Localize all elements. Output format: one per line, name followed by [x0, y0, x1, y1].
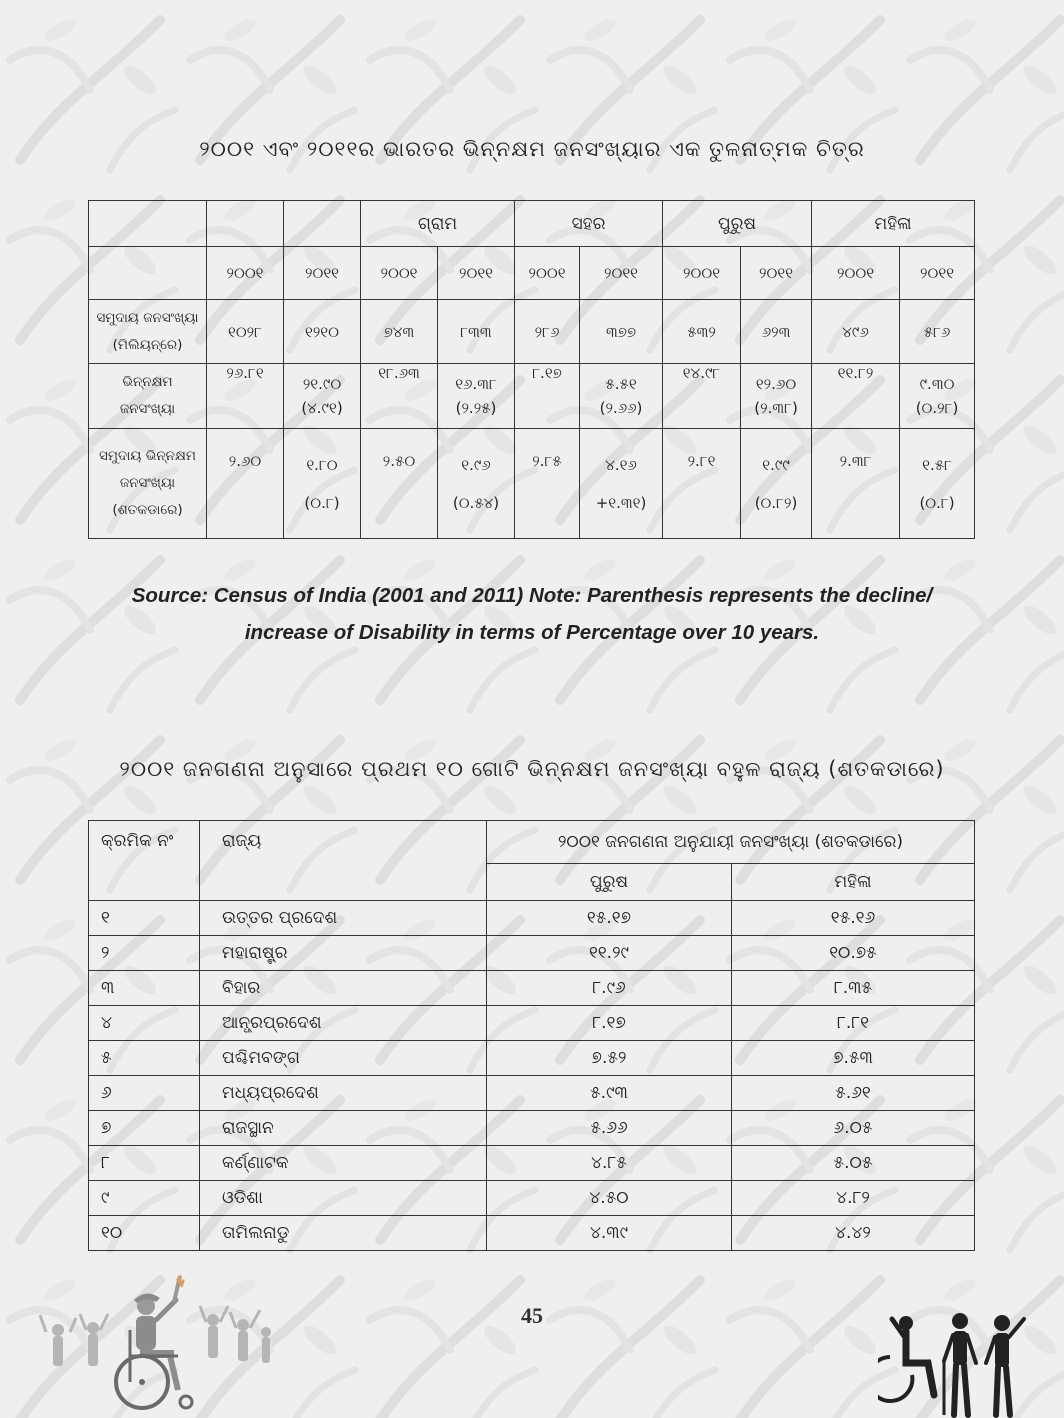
table-row [89, 971, 975, 1006]
male-cell: ୪.୫୦ [487, 1181, 732, 1216]
cell-value: ୧୧.୮୨ [837, 364, 874, 382]
table-cell [284, 429, 361, 539]
year-header: ୨୦୦୧ [515, 247, 580, 300]
table-row [89, 1076, 975, 1111]
disability-figures-icon [878, 1305, 1028, 1418]
row-label [89, 429, 207, 539]
serial-cell: ୭ [89, 1111, 200, 1146]
cell-change: +୧.୩୧) [595, 493, 647, 512]
male-cell: ୪.୩୯ [487, 1216, 732, 1251]
table-cell: ୬୨୩ [741, 300, 812, 364]
table-cell: ୭୪୩ [361, 300, 438, 364]
table-cell: ୧୨୧୦ [284, 300, 361, 364]
cell-value: ୯.୩୦ [919, 375, 955, 393]
header-blank [89, 201, 207, 247]
cell-value: ୧.୮୦ [306, 455, 338, 474]
female-cell: ୫.୬୧ [732, 1076, 975, 1111]
state-cell: କର୍ଣ୍ଣାଟକ [200, 1146, 487, 1181]
row-label [89, 364, 207, 429]
year-header: ୨୦୦୧ [361, 247, 438, 300]
serial-cell: ୮ [89, 1146, 200, 1181]
cell-value: ୧.୯୬ [461, 455, 491, 474]
header-blank [89, 247, 207, 300]
group-header-rural: ଗ୍ରାମ [361, 201, 515, 247]
header-state: ରାଜ୍ୟ [200, 821, 487, 901]
cell-value: ୧୮.୬୩ [378, 364, 420, 382]
header-blank [284, 201, 361, 247]
table-cell: ୫୮୬ [900, 300, 975, 364]
state-cell: ଆନ୍ଧ୍ରପ୍ରଦେଶ [200, 1006, 487, 1041]
year-header: ୨୦୦୧ [207, 247, 284, 300]
male-cell: ୫.୬୬ [487, 1111, 732, 1146]
serial-cell: ୯ [89, 1181, 200, 1216]
state-cell: ଓଡିଶା [200, 1181, 487, 1216]
table-cell: ୪୯୬ [812, 300, 900, 364]
group-header-female: ମହିଳା [812, 201, 975, 247]
cell-change: (୨.୨୫) [455, 399, 497, 417]
cell-change: (୦.୮) [304, 493, 340, 512]
header-population: ୨୦୦୧ ଜନଗଣନା ଅନୁଯାୟୀ ଜନସଂଖ୍ୟା (ଶତକଡାରେ) [487, 821, 975, 864]
state-cell: ପଶ୍ଚିମବଙ୍ଗ [200, 1041, 487, 1076]
cell-value: ୨.୮୫ [532, 451, 562, 470]
table-row [89, 1146, 975, 1181]
male-cell: ୫.୯୩ [487, 1076, 732, 1111]
year-header: ୨୦୧୧ [438, 247, 515, 300]
serial-cell: ୧ [89, 901, 200, 936]
row-label-line: (ଶତକଡାରେ) [112, 502, 183, 518]
table-cell [361, 429, 438, 539]
header-male: ପୁରୁଷ [487, 864, 732, 901]
cell-value: ୧୪.୯୮ [682, 364, 721, 382]
page-number: 45 [521, 1303, 543, 1328]
male-cell: ୭.୫୨ [487, 1041, 732, 1076]
female-cell: ୪.୮୨ [732, 1181, 975, 1216]
table-cell [741, 364, 812, 429]
top-states-table [88, 820, 975, 1251]
male-cell: ୧୧.୨୯ [487, 936, 732, 971]
cell-value: ୧.୯୯ [762, 455, 790, 474]
table-cell: ୨୮୬ [515, 300, 580, 364]
table-row [89, 1006, 975, 1041]
cell-value: ୧୨.୬୦ [755, 375, 797, 393]
cell-value: ୨.୫୦ [382, 451, 416, 470]
table-cell [361, 364, 438, 429]
state-cell: ମଧ୍ୟପ୍ରଦେଶ [200, 1076, 487, 1111]
table-row [89, 1041, 975, 1076]
table-cell: ୫୩୨ [663, 300, 741, 364]
header-row [89, 821, 975, 864]
table-cell [438, 429, 515, 539]
male-cell: ୪.୮୫ [487, 1146, 732, 1181]
cell-value: ୨.୮୧ [687, 451, 716, 470]
cell-change: (୦.୮୨) [754, 493, 798, 512]
cell-change: (୦.୮) [919, 493, 955, 512]
row-label-line: ସମୁଦାୟ ଜନସଂଖ୍ୟା [96, 309, 199, 326]
group-header-male: ପୁରୁଷ [663, 201, 812, 247]
wheelchair-crowd-illustration [38, 1270, 278, 1415]
cell-change: (୦.୨୮) [915, 399, 959, 417]
table-cell [900, 429, 975, 539]
table-cell: ୮୩୩ [438, 300, 515, 364]
year-header: ୨୦୧୧ [900, 247, 975, 300]
table-cell [515, 364, 580, 429]
table-cell [438, 364, 515, 429]
table-row [89, 1181, 975, 1216]
year-header-row [89, 247, 975, 300]
table-cell [812, 429, 900, 539]
serial-cell: ୬ [89, 1076, 200, 1111]
female-cell: ୧୦.୭୫ [732, 936, 975, 971]
state-cell: ବିହାର [200, 971, 487, 1006]
female-cell: ୭.୫୩ [732, 1041, 975, 1076]
serial-cell: ୫ [89, 1041, 200, 1076]
table1-title: ୨୦୦୧ ଏବଂ ୨୦୧୧ର ଭାରତର ଭିନ୍ନକ୍ଷମ ଜନସଂଖ୍ୟାର ଏକ ତୁଳନାତ୍ମକ ଚିତ୍ର [199, 137, 865, 161]
source-note [0, 577, 1064, 651]
serial-cell: ୪ [89, 1006, 200, 1041]
cell-value: ୧.୫୮ [922, 455, 952, 474]
table-cell [284, 364, 361, 429]
table-row [89, 901, 975, 936]
table-cell [207, 364, 284, 429]
male-cell: ୧୫.୧୭ [487, 901, 732, 936]
table-row [89, 300, 975, 364]
row-label-line: ଜନସଂଖ୍ୟା [119, 475, 176, 491]
female-cell: ୫.୦୫ [732, 1146, 975, 1181]
year-header: ୨୦୧୧ [741, 247, 812, 300]
male-cell: ୮.୧୭ [487, 1006, 732, 1041]
cell-value: ୨୧.୯୦ [302, 375, 342, 393]
table-cell: ୩୭୭ [580, 300, 663, 364]
year-header: ୨୦୦୧ [663, 247, 741, 300]
female-cell: ୮.୮୧ [732, 1006, 975, 1041]
cell-change: (୦.୫୪) [452, 493, 500, 512]
female-cell: ୬.୦୫ [732, 1111, 975, 1146]
row-label [89, 300, 207, 364]
group-header-row [89, 201, 975, 247]
female-cell: ୪.୪୨ [732, 1216, 975, 1251]
row-label-line: ଭିନ୍ନକ୍ଷମ [122, 374, 173, 390]
table-cell [663, 429, 741, 539]
year-header: ୨୦୦୧ [812, 247, 900, 300]
table2-title: ୨୦୦୧ ଜନଗଣନା ଅନୁସାରେ ପ୍ରଥମ ୧୦ ଗୋଟି ଭିନ୍ନକ୍ଷମ ଜନସଂଖ୍ୟା ବହୁଳ ରାଜ୍ୟ (ଶତକଡାରେ) [119, 757, 945, 781]
table-row [89, 364, 975, 429]
cell-value: ୨.୬୦ [228, 451, 262, 470]
table-cell: ୧୦୨୮ [207, 300, 284, 364]
row-label-line: ସମୁଦାୟ ଭିନ୍ନକ୍ଷମ [99, 448, 196, 464]
table-cell [663, 364, 741, 429]
cell-value: ୮.୧୭ [532, 364, 562, 382]
cell-change: (୪.୯୧) [301, 399, 343, 417]
state-cell: ରାଜସ୍ଥାନ [200, 1111, 487, 1146]
year-header: ୨୦୧୧ [284, 247, 361, 300]
table-cell [207, 429, 284, 539]
source-note-line: increase of Disability in terms of Percentage over 10 years. [244, 621, 820, 644]
header-serial: କ୍ରମିକ ନଂ [89, 821, 200, 901]
group-header-urban: ସହର [515, 201, 663, 247]
serial-cell: ୩ [89, 971, 200, 1006]
table-row [89, 936, 975, 971]
cell-value: ୨୬.୮୧ [226, 364, 264, 382]
state-cell: ଉତ୍ତର ପ୍ରଦେଶ [200, 901, 487, 936]
table-row [89, 1216, 975, 1251]
table-row [89, 1111, 975, 1146]
source-note-line: Source: Census of India (2001 and 2011) Note: Parenthesis represents the decline/ [131, 584, 933, 607]
cell-value: ୫.୫୧ [605, 375, 637, 393]
table-cell [812, 364, 900, 429]
year-header: ୨୦୧୧ [580, 247, 663, 300]
disability-comparison-table [88, 200, 975, 539]
cell-value: ୧୬.୩୮ [455, 375, 497, 393]
row-label-line: (ମିଲିୟନ୍‌ରେ) [112, 336, 183, 353]
cell-change: (୨.୬୬) [599, 399, 643, 417]
row-label-line: ଜନସଂଖ୍ୟା [119, 401, 176, 417]
serial-cell: ୨ [89, 936, 200, 971]
table-cell [580, 429, 663, 539]
table-cell [515, 429, 580, 539]
female-cell: ୧୫.୧୬ [732, 901, 975, 936]
male-cell: ୮.୯୬ [487, 971, 732, 1006]
table-cell [741, 429, 812, 539]
header-blank [207, 201, 284, 247]
table-cell [580, 364, 663, 429]
cell-change: (୨.୩୮) [754, 399, 798, 417]
table-row [89, 429, 975, 539]
table-cell [900, 364, 975, 429]
cell-value: ୨.୩୮ [839, 451, 872, 470]
cell-value: ୪.୧୬ [605, 455, 637, 474]
state-cell: ମହାରାଷ୍ଟ୍ର [200, 936, 487, 971]
female-cell: ୮.୩୫ [732, 971, 975, 1006]
state-cell: ତାମିଲନାଡୁ [200, 1216, 487, 1251]
serial-cell: ୧୦ [89, 1216, 200, 1251]
header-female: ମହିଳା [732, 864, 975, 901]
